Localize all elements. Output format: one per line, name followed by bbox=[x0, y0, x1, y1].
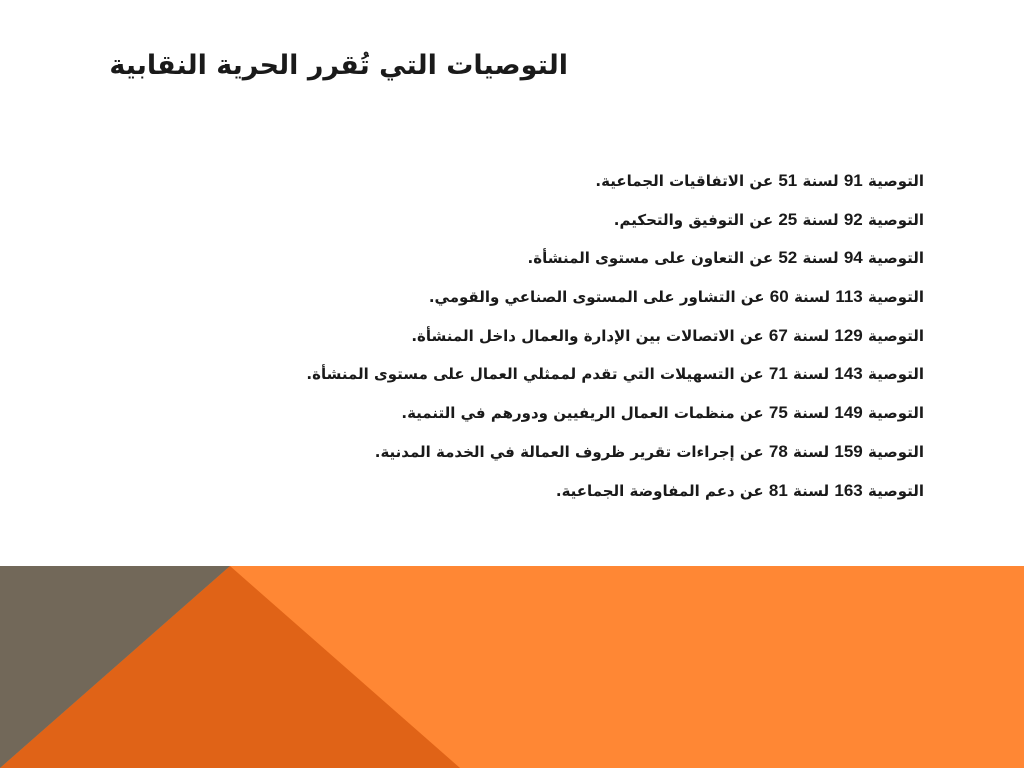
item-prefix: التوصية bbox=[867, 288, 924, 307]
item-year-word: لسنة bbox=[793, 288, 831, 307]
item-year-word: لسنة bbox=[802, 210, 839, 229]
item-prefix: التوصية bbox=[867, 404, 924, 423]
slide-title: التوصيات التي تُقرر الحرية النقابية bbox=[109, 50, 568, 81]
item-year-word: لسنة bbox=[793, 481, 830, 500]
item-year: 25 bbox=[778, 209, 798, 229]
list-item bbox=[164, 201, 924, 240]
item-number: 129 bbox=[834, 325, 863, 345]
item-prefix: التوصية bbox=[867, 481, 924, 500]
item-text: عن الاتفاقيات الجماعية. bbox=[595, 172, 774, 190]
item-prefix: التوصية bbox=[867, 249, 924, 268]
item-text: عن إجراءات تقرير ظروف العمالة في الخدمة المدنية. bbox=[374, 442, 764, 461]
item-number: 159 bbox=[834, 441, 863, 461]
item-number: 91 bbox=[843, 171, 863, 190]
item-year: 60 bbox=[769, 287, 789, 307]
item-year: 75 bbox=[768, 403, 788, 423]
item-year-word: لسنة bbox=[802, 249, 839, 268]
item-text: عن التشاور على المستوى الصناعي والقومي. bbox=[428, 288, 765, 307]
list-item bbox=[164, 394, 924, 433]
item-number: 94 bbox=[843, 248, 863, 268]
item-year-word: لسنة bbox=[793, 404, 830, 423]
recommendations-list bbox=[164, 162, 924, 510]
item-number: 143 bbox=[834, 364, 863, 384]
list-item bbox=[164, 472, 924, 511]
item-text: عن دعم المفاوضة الجماعية. bbox=[555, 481, 764, 500]
decorative-footer-graphic bbox=[0, 566, 1024, 768]
item-number: 113 bbox=[835, 287, 863, 307]
item-prefix: التوصية bbox=[867, 442, 924, 461]
item-number: 163 bbox=[834, 480, 863, 500]
item-text: عن التوفيق والتحكيم. bbox=[613, 210, 774, 229]
item-year: 51 bbox=[778, 171, 798, 190]
item-year-word: لسنة bbox=[802, 172, 839, 190]
list-item bbox=[164, 317, 924, 356]
item-year-word: لسنة bbox=[793, 326, 830, 345]
item-prefix: التوصية bbox=[867, 210, 924, 229]
item-text: عن الاتصالات بين الإدارة والعمال داخل المنشأة. bbox=[411, 326, 764, 345]
item-year-word: لسنة bbox=[793, 365, 830, 384]
list-item bbox=[164, 239, 924, 278]
item-year-word: لسنة bbox=[793, 442, 830, 461]
item-year: 52 bbox=[778, 248, 798, 268]
item-year: 67 bbox=[768, 325, 788, 345]
item-text: عن التسهيلات التي تقدم لممثلي العمال على مستوى المنشأة. bbox=[306, 365, 764, 384]
item-year: 78 bbox=[768, 441, 788, 461]
item-prefix: التوصية bbox=[867, 326, 924, 345]
item-number: 149 bbox=[834, 403, 863, 423]
list-item bbox=[164, 162, 924, 201]
item-text: عن منظمات العمال الريفيين ودورهم في التنمية. bbox=[401, 404, 764, 423]
item-prefix: التوصية bbox=[867, 172, 924, 190]
item-text: عن التعاون على مستوى المنشأة. bbox=[527, 249, 774, 268]
list-item bbox=[164, 433, 924, 472]
list-item bbox=[164, 355, 924, 394]
item-year: 81 bbox=[768, 480, 788, 500]
item-number: 92 bbox=[843, 209, 863, 229]
list-item bbox=[164, 278, 924, 317]
item-year: 71 bbox=[768, 364, 788, 384]
item-prefix: التوصية bbox=[867, 365, 924, 384]
